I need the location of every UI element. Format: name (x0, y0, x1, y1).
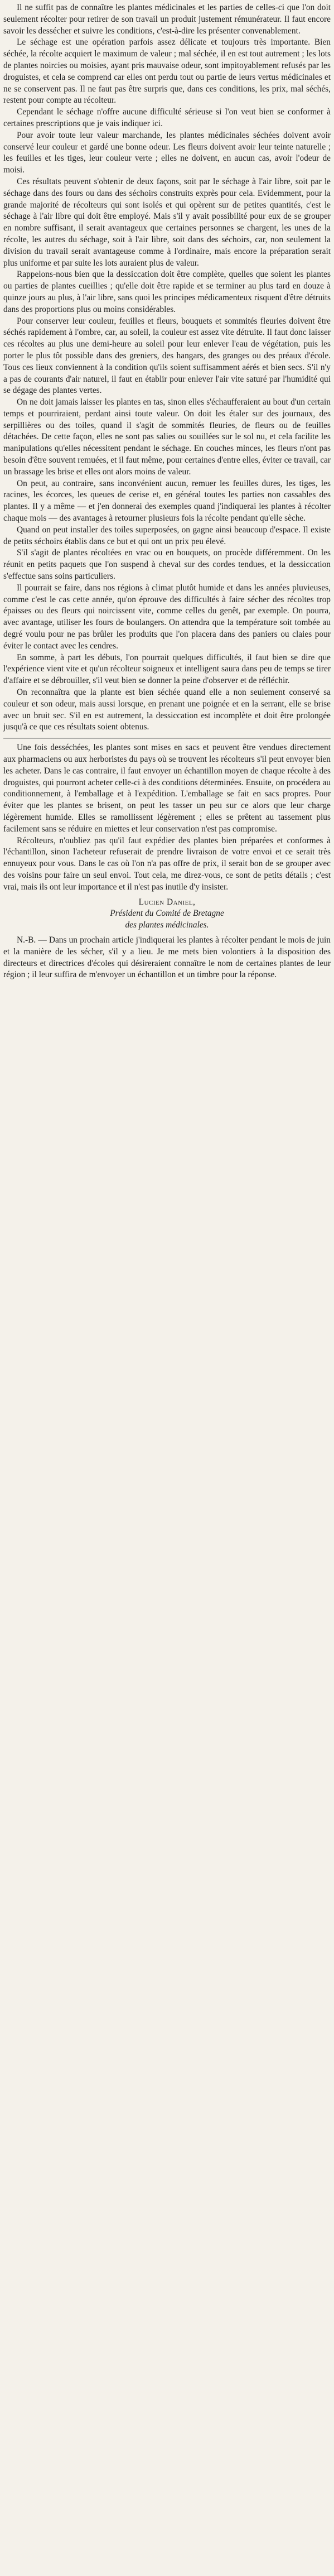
nota-bene-paragraph: N.-B. — Dans un prochain article j'indiquerai les plantes à récolter pendant le mois de juin et la manière de les sécher, s'il y a lieu. Je me mets bien volontiers à la disposition des directeurs et directrices d'écoles qui désireraient connaître le nom de certaines plantes de leur région ; il leur suffira de m'envoyer un échantillon et un timbre pour la réponse. (3, 935, 331, 980)
article-paragraph-1: Il ne suffit pas de connaître les plantes médicinales et les parties de celles-ci que l'on doit seulement récolter pour retirer de son travail un produit justement rémunérateur. Il faut encore savoir les dessécher et suivre les conditions, c'est-à-dire les présenter convenablement. (3, 3, 331, 36)
article-paragraph-7: Pour conserver leur couleur, feuilles et fleurs, bouquets et sommités fleuries doivent être séchés rapidement à l'ombre, car, au soleil, la couleur est assez vite détruite. Il faut donc laisser ces récoltes au plus une demi-heure au soleil pour leur enlever l'eau de végétation, puis les porter le plus tôt possible dans des greniers, des hangars, des granges ou des préaux d'école. Tous ces lieux conviennent à la condition qu'ils soient suffisamment aérés et bien secs. S'il n'y a pas de courants d'air naturel, il faut en établir pour enlever l'air vite saturé par l'humidité qui se dégage des plantes vertes. (3, 316, 331, 396)
author-name: Lucien Daniel, (138, 897, 196, 907)
article-paragraph-8: On ne doit jamais laisser les plantes en tas, sinon elles s'échaufferaient au bout d'un certain temps et pourriraient, perdant ainsi toute valeur. On doit les étaler sur des journaux, des serpillières ou des toiles, quand il s'agit de sommités fleuries, de fleurs ou de feuilles détachées. De cette façon, elles ne sont pas salies ou souillées sur le sol nu, et cela facilite les manipulations qu'elles nécessitent pendant le séchage. En couches minces, les fleurs n'ont pas besoin d'être souvent remuées, et il faut même, pour certaines d'entre elles, éviter ce travail, car un brassage les brise et elles ont alors moins de valeur. (3, 397, 331, 477)
article-paragraph-2: Le séchage est une opération parfois assez délicate et toujours très importante. Bien séchée, la récolte acquiert le maximum de valeur ; mal séchée, il en est tout autrement ; les lots de plantes noircies ou moisies, ayant pris mauvaise odeur, sont impitoyablement refusés par les droguistes, et cela se comprend car elles ont perdu tout ou partie de leurs vertus médicinales et ne se conservent pas. Il ne faut pas être surpris que, dans ces conditions, les prix, mal séchés, restent pour compte au récolteur. (3, 37, 331, 105)
author-title-line-2: des plantes médicinales. (125, 920, 209, 930)
signature-block (3, 897, 331, 931)
article-paragraph-13: En somme, à part les débuts, l'on pourrait quelques difficultés, il faut bien se dire que l'expérience vient vite et qu'un récolteur soigneux et intelligent saura dans peu de temps se tirer d'affaire et se débrouiller, s'il veut bien se donner la peine d'observer et de réfléchir. (3, 652, 331, 686)
article-paragraph-3: Cependant le séchage n'offre aucune difficulté sérieuse si l'on veut bien se conformer à certaines prescriptions que je vais indiquer ici. (3, 107, 331, 128)
author-title-line-1: Président du Comité de Bretagne (110, 909, 224, 919)
article-paragraph-14: On reconnaîtra que la plante est bien séchée quand elle a non seulement conservé sa couleur et son odeur, mais aussi lorsque, en prenant une poignée et en la serrant, elle se brise avec un bruit sec. S'il en est autrement, la dessiccation est incomplète et doit être prolongée jusqu'à ce que ces résultats soient obtenus. (3, 688, 331, 732)
article-paragraph-16: Récolteurs, n'oubliez pas qu'il faut expédier des plantes bien préparées et conformes à l'échantillon, sinon l'acheteur refuserait de prendre livraison de votre envoi et ce serait très ennuyeux pour vous. Dans le cas où l'on n'a pas offre de prix, il serait bon de se grouper avec des voisins pour faire un seul envoi. Tout cela, me direz-vous, ce sont de petits détails ; c'est vrai, mais ils ont leur importance et il n'est pas inutile d'y insister. (3, 835, 331, 892)
article-paragraph-12: Il pourrait se faire, dans nos régions à climat plutôt humide et dans les années pluvieuses, comme c'est le cas cette année, qu'on éprouve des difficultés à faire sécher des récoltes trop épaisses ou des fleurs qui noircissent vite, comme celles du genêt, par exemple. On pourra, avec avantage, utiliser les fours de boulangers. On attendra que la température soit tombée au degré voulu pour ne pas brûler les produits que l'on placera dans des paniers ou claies pour éviter le contact avec les cendres. (3, 583, 331, 651)
article-paragraph-5: Ces résultats peuvent s'obtenir de deux façons, soit par le séchage à l'air libre, soit par le séchage dans des fours ou dans des séchoirs construits exprès pour cela. Evidemment, pour la grande majorité de récolteurs qui sont isolés et qui opèrent sur de petites quantités, c'est le séchage à l'air libre qui doit être employé. Mais s'il y avait possibilité pour eux de se grouper en nombre suffisant, il serait avantageux que certaines personnes se chargent, les unes de la récolte, les autres du séchage, soit à l'air libre, soit dans des séchoirs, car, non seulement la division du travail serait avantageuse comme à l'ordinaire, mais encore la préparation serait plus uniforme et par suite les lots auraient plus de valeur. (3, 176, 331, 268)
article-paragraph-10: Quand on peut installer des toiles superposées, on gagne ainsi beaucoup d'espace. Il existe de petits séchoirs établis dans ce but et qui ont un prix peu élevé. (3, 525, 331, 546)
column-separator (3, 738, 331, 739)
article-paragraph-9: On peut, au contraire, sans inconvénient aucun, remuer les feuilles dures, les tiges, les racines, les écorces, les queues de cerise et, en général toutes les parties non cassables des plantes. Il y a même — et j'en donnerai des exemples quand j'indiquerai les plantes à récolter chaque mois — des avantages à retourner plusieurs fois la récolte pendant qu'elle sèche. (3, 478, 331, 523)
article-paragraph-11: S'il s'agit de plantes récoltées en vrac ou en bouquets, on procède différemment. On les réunit en petits paquets que l'on suspend à cheval sur des cordes tendues, et la dessiccation s'effectue sans soins particuliers. (3, 548, 331, 581)
article-paragraph-4: Pour avoir toute leur valeur marchande, les plantes médicinales séchées doivent avoir conservé leur couleur et gardé une bonne odeur. Les fleurs doivent avoir leur teinte naturelle ; les feuilles et les tiges, leur couleur verte ; elles ne doivent, en aucun cas, avoir l'odeur de moisi. (3, 130, 331, 175)
article-paragraph-6: Rappelons-nous bien que la dessiccation doit être complète, quelles que soient les plantes ou parties de plantes cueillies ; qu'elle doit être rapide et se terminer au plus tard en douze à quinze jours au plus, à l'air libre, sans quoi les principes médicamenteux risquent d'être détruits dans des proportions plus ou moins considérables. (3, 270, 331, 314)
article-paragraph-15: Une fois desséchées, les plantes sont mises en sacs et peuvent être vendues directement aux pharmaciens ou aux herboristes du pays où se trouvent les récolteurs s'il peut envoyer bien les acheter. Dans le cas contraire, il faut envoyer un échantillon moyen de chaque récolte à des droguistes, qui pourront acheter celle-ci à des conditions déterminées. Ensuite, on procédera au conditionnement, à l'emballage et à l'expédition. L'emballage se fait en sacs propres. Pour éviter que les plantes se brisent, on peut les tasser un peu sur ce alors que leur charge légèrement humide. Elles se ramollissent légèrement ; elles se prêtent au tassement plus facilement sans se réduire en miettes et leur conservation n'est pas compromise. (3, 743, 331, 834)
